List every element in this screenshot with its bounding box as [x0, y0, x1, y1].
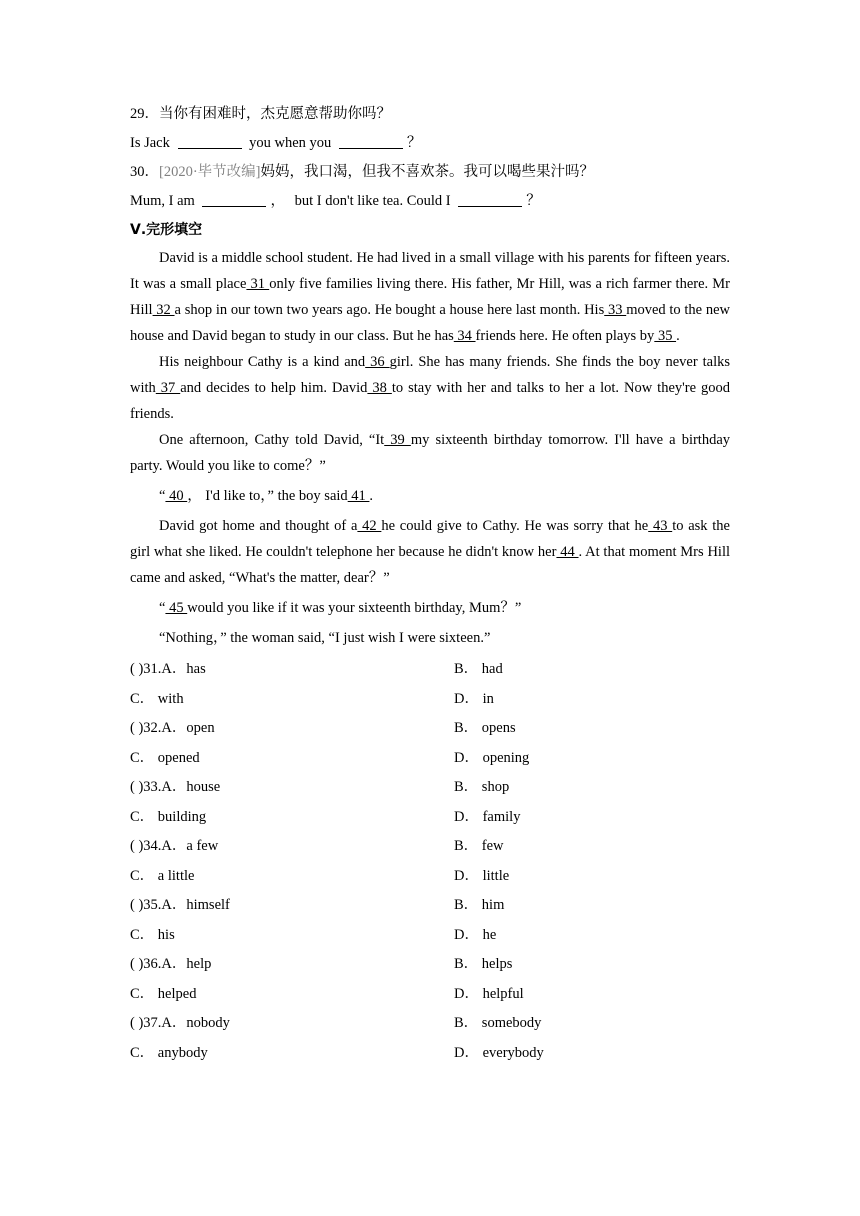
- question-30-chinese: 妈妈，我口渴，但我不喜欢茶。我可以喝些果汁吗？: [260, 164, 594, 180]
- option-left[interactable]: C． building: [130, 808, 207, 825]
- answer-blank[interactable]: [339, 132, 403, 149]
- blank-31: 31: [246, 276, 270, 292]
- option-row: [130, 891, 730, 921]
- option-right[interactable]: B． somebody: [454, 1015, 542, 1031]
- option-right[interactable]: D． everybody: [454, 1044, 544, 1061]
- question-30-source: [2020·毕节改编]: [159, 164, 261, 180]
- option-row: [130, 950, 730, 980]
- option-row: [130, 744, 730, 774]
- option-right[interactable]: B． shop: [454, 779, 510, 795]
- question-29-chinese: 29．当你有困难时，杰克愿意帮助你吗？: [130, 106, 391, 122]
- blank-41: 41: [347, 488, 370, 504]
- blank-44: 44: [556, 544, 579, 560]
- blank-34: 34: [453, 328, 476, 344]
- option-left[interactable]: ( )35.A．himself: [130, 897, 230, 913]
- option-row: [130, 685, 730, 715]
- passage-paragraph-3: One afternoon, Cathy told David, “It 39 my sixteenth birthday tomorrow. I'll have a birthday party. Would you like to come？”: [130, 432, 731, 474]
- question-30-sentence: [130, 187, 730, 216]
- option-left[interactable]: ( )34.A．a few: [130, 838, 219, 854]
- option-left[interactable]: ( )36.A．help: [130, 956, 212, 972]
- blank-45: 45: [165, 600, 188, 616]
- option-left[interactable]: C． his: [130, 926, 175, 943]
- question-30-part3: but I don't like tea. Could I: [294, 193, 451, 209]
- blank-33: 33: [604, 302, 627, 318]
- blank-32: 32: [152, 302, 175, 318]
- answer-blank[interactable]: [178, 132, 242, 149]
- option-row: [130, 1009, 730, 1039]
- passage-paragraph-5: David got home and thought of a 42 he could give to Cathy. He was sorry that he 43 to ask the girl what she liked. He couldn't telephone her because he didn't know her 44 . At that moment Mrs Hill came and asked, “What's the matter, dear？”: [130, 518, 730, 586]
- blank-40: 40: [165, 488, 188, 504]
- option-left[interactable]: C． opened: [130, 749, 200, 766]
- option-right[interactable]: D． little: [454, 867, 510, 884]
- question-29-end: ？: [406, 135, 422, 151]
- option-right[interactable]: D． he: [454, 926, 497, 943]
- option-row: [130, 832, 730, 862]
- question-30-comma: ，: [270, 193, 285, 209]
- question-29-part1: Is Jack: [130, 135, 170, 151]
- option-right[interactable]: D． family: [454, 808, 521, 825]
- options-list: [130, 655, 730, 1068]
- option-right[interactable]: B． had: [454, 661, 503, 677]
- blank-35: 35: [654, 328, 677, 344]
- blank-43: 43: [648, 518, 673, 534]
- question-29-prompt: [130, 100, 730, 129]
- option-row: [130, 803, 730, 833]
- question-30-prompt: [130, 158, 730, 187]
- option-row: [130, 714, 730, 744]
- option-left[interactable]: ( )37.A．nobody: [130, 1015, 230, 1031]
- blank-38: 38: [367, 380, 392, 396]
- option-row: [130, 862, 730, 892]
- answer-blank[interactable]: [458, 190, 522, 207]
- blank-37: 37: [155, 380, 181, 396]
- passage-paragraph-6: “ 45 would you like if it was your sixteenth birthday, Mum？”: [159, 600, 522, 616]
- question-30-end: ？: [526, 193, 541, 209]
- question-29-sentence: [130, 129, 730, 158]
- question-30-part1: Mum, I am: [130, 193, 195, 209]
- option-left[interactable]: C． helped: [130, 985, 197, 1002]
- blank-36: 36: [365, 354, 390, 370]
- option-right[interactable]: B． opens: [454, 720, 516, 736]
- option-right[interactable]: D． opening: [454, 749, 530, 766]
- option-right[interactable]: B． him: [454, 897, 505, 913]
- option-left[interactable]: ( )31.A．has: [130, 661, 206, 677]
- option-row: [130, 773, 730, 803]
- option-left[interactable]: C． with: [130, 690, 184, 707]
- option-right[interactable]: B． helps: [454, 956, 513, 972]
- passage-paragraph-4: “ 40 ， I'd like to，” the boy said 41 .: [159, 488, 374, 504]
- option-left[interactable]: C． anybody: [130, 1044, 208, 1061]
- option-row: [130, 1039, 730, 1069]
- option-left[interactable]: ( )33.A．house: [130, 779, 221, 795]
- worksheet-page: [130, 100, 730, 1068]
- passage-paragraph-2: His neighbour Cathy is a kind and 36 girl. She has many friends. She finds the boy never talks with 37 and decides to help him. David 38 to stay with her and talks to her a lot. Now they're good friends.: [130, 354, 731, 422]
- option-left[interactable]: ( )32.A．open: [130, 720, 215, 736]
- option-left[interactable]: C． a little: [130, 867, 195, 884]
- blank-39: 39: [384, 432, 411, 448]
- passage-paragraph-1: David is a middle school student. He had lived in a small village with his parents for fifteen years. It was a small place 31 only five families living there. His father, Mr Hill, was a rich farmer there. Mr Hill 32 a shop in our town two years ago. He bought a house here last month. His 33 moved to the new house and David began to study in our class. But he has 34 friends here. He often plays by 35 .: [130, 250, 731, 344]
- option-right[interactable]: D． helpful: [454, 985, 524, 1002]
- question-30-number: 30．: [130, 164, 159, 180]
- passage-paragraph-7: “Nothing，” the woman said, “I just wish I were sixteen.”: [159, 630, 491, 646]
- option-row: [130, 921, 730, 951]
- option-row: [130, 980, 730, 1010]
- question-29-part2: you when you: [249, 135, 332, 151]
- option-right[interactable]: D． in: [454, 690, 494, 707]
- option-right[interactable]: B． few: [454, 838, 504, 854]
- option-row: [130, 655, 730, 685]
- section-heading: Ⅴ.完形填空: [130, 222, 203, 238]
- blank-42: 42: [357, 518, 382, 534]
- answer-blank[interactable]: [202, 190, 266, 207]
